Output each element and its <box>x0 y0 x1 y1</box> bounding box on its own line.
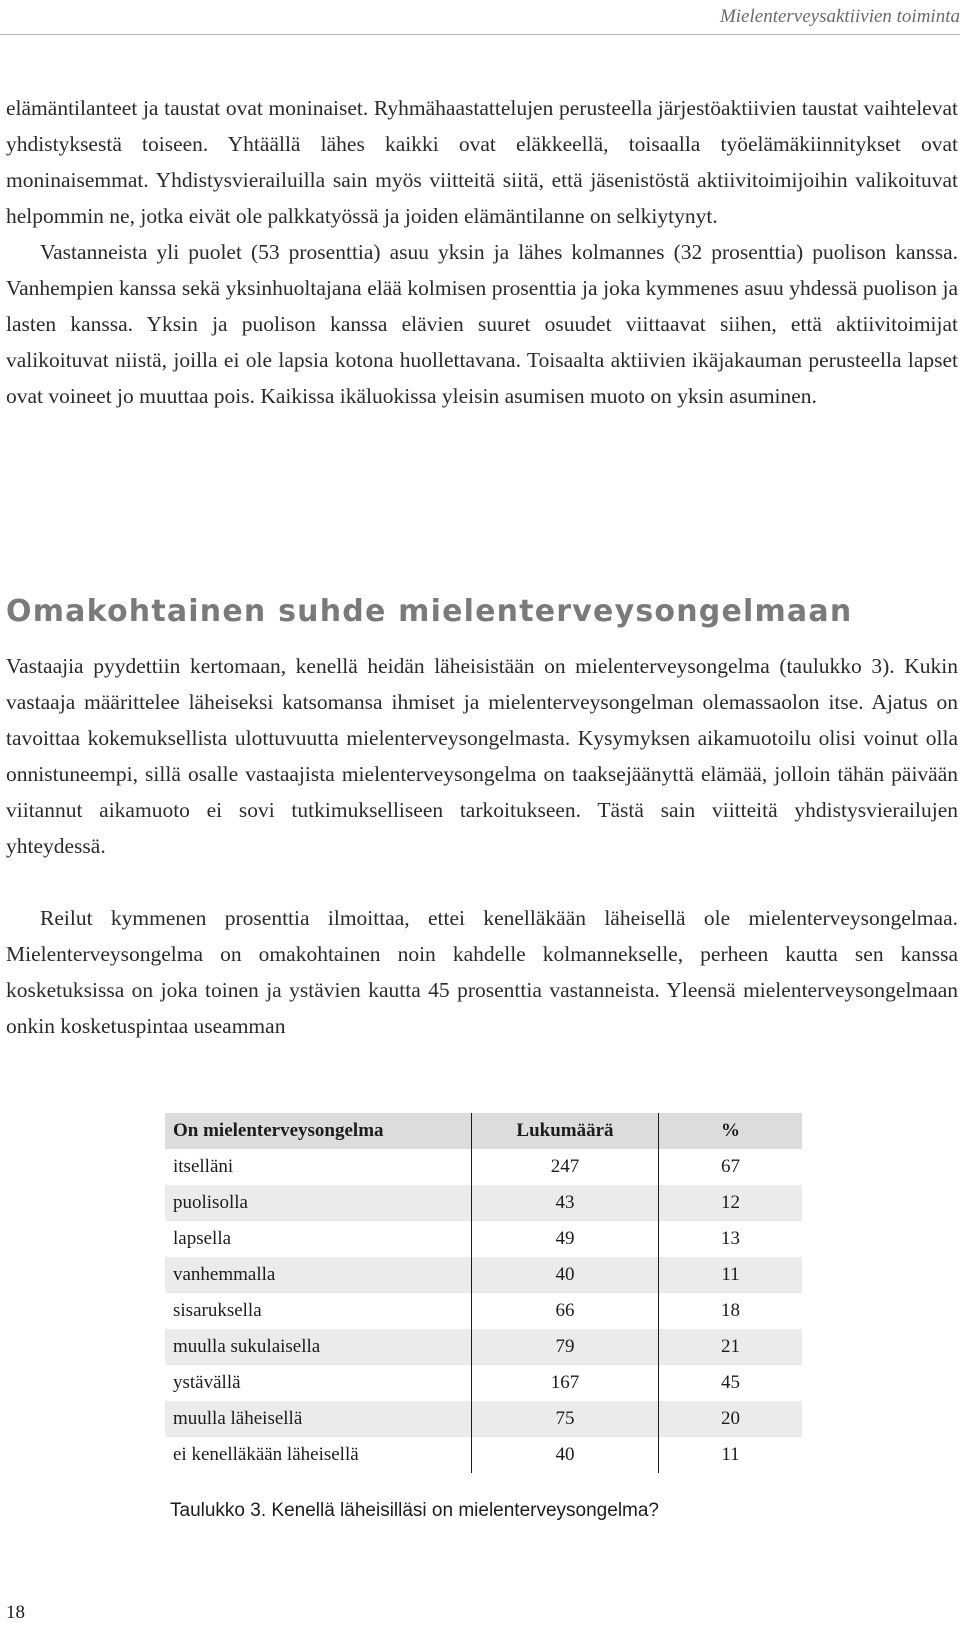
cell-percent: 18 <box>721 1300 740 1321</box>
cell-count: 167 <box>472 1365 659 1401</box>
running-title: Mielenterveysaktiivien toiminta <box>719 6 960 27</box>
cell-percent: 11 <box>721 1444 740 1465</box>
cell-percent: 12 <box>659 1185 803 1221</box>
cell-percent: 11 <box>659 1257 803 1293</box>
cell-relation: muulla sukulaisella <box>165 1329 472 1365</box>
paragraph-1: elämäntilanteet ja taustat ovat moninaiset. Ryhmähaastattelujen perusteella järjestöaktiivien taustat vaihtelevat yhdistyksestä toiseen. Yhtäällä lähes kaikki ovat eläkkeellä, toisaalla työelämäkiinnitykset ovat moninaisemmat. Yhdistysvierailuilla sain myös viitteitä siitä, että jäsenistöstä aktiivitoimijoihin valikoituvat helpommin ne, jotka eivät ole palkkatyössä ja joiden elämäntilanne on selkiytynyt. <box>6 96 958 228</box>
cell-count: 40 <box>472 1257 659 1293</box>
cell-count: 75 <box>472 1401 659 1437</box>
cell-relation: lapsella <box>165 1221 472 1257</box>
column-header-count: Lukumäärä <box>472 1113 659 1149</box>
cell-relation: vanhemmalla <box>165 1257 472 1293</box>
page-number: 18 <box>6 1602 25 1623</box>
cell-relation: ei kenelläkään läheisellä <box>165 1437 472 1473</box>
table-caption: Taulukko 3. Kenellä läheisilläsi on mielenterveysongelma? <box>170 1500 659 1521</box>
cell-relation: sisaruksella <box>165 1293 472 1329</box>
cell-percent: 45 <box>721 1372 740 1393</box>
table-row <box>165 1149 802 1185</box>
cell-count: 247 <box>472 1149 659 1185</box>
cell-count: 40 <box>472 1437 659 1473</box>
running-header <box>0 4 960 35</box>
table-row <box>165 1329 802 1365</box>
mental-health-table <box>165 1113 802 1473</box>
cell-percent: 20 <box>659 1401 803 1437</box>
column-header-relation: On mielenterveysongelma <box>165 1113 472 1149</box>
paragraph-3: Vastaajia pyydettiin kertomaan, kenellä heidän läheisistään on mielenterveysongelma (taulukko 3). Kukin vastaaja määrittelee läheiseksi katsomansa ihmiset ja mielenterveysongelman olemassaolon itse. Ajatus on tavoittaa kokemuksellista ulottuvuutta mielenterveysongelmasta. Kysymyksen aikamuotoilu olisi voinut olla onnistuneempi, sillä osalle vastaajista mielenterveysongelma on taaksejäänyttä elämää, jolloin tähän päivään viitannut aikamuoto ei sovi tutkimukselliseen tarkoitukseen. Tästä sain viitteitä yhdistysvierailujen yhteydessä. <box>6 654 958 858</box>
cell-relation: muulla läheisellä <box>165 1401 472 1437</box>
paragraph-2: Vastanneista yli puolet (53 prosenttia) asuu yksin ja lähes kolmannes (32 prosenttia) puolison kanssa. Vanhempien kanssa sekä yksinhuoltajana elää kolmisen prosenttia ja joka kymmenes asuu yhdessä puolison ja lasten kanssa. Yksin ja puolison kanssa elävien suuret osuudet viittaavat siihen, että aktiivitoimijat valikoituvat niistä, joilla ei ole lapsia kotona huollettavana. Toisaalta aktiivien ikäjakauman perusteella lapset ovat voineet jo muuttaa pois. Kaikissa ikäluokissa yleisin asumisen muoto on yksin asuminen. <box>6 240 958 408</box>
table-row <box>165 1221 802 1257</box>
cell-count: 49 <box>472 1221 659 1257</box>
cell-percent: 21 <box>659 1329 803 1365</box>
table-row <box>165 1293 802 1329</box>
cell-relation: itselläni <box>165 1149 472 1185</box>
table-row <box>165 1437 802 1473</box>
cell-percent: 13 <box>721 1228 740 1249</box>
table-row <box>165 1185 802 1221</box>
cell-relation: puolisolla <box>165 1185 472 1221</box>
section-heading: Omakohtainen suhde mielenterveysongelmaan <box>6 594 853 629</box>
cell-percent: 67 <box>721 1156 740 1177</box>
table-row <box>165 1401 802 1437</box>
table-row <box>165 1257 802 1293</box>
cell-relation: ystävällä <box>165 1365 472 1401</box>
cell-count: 43 <box>472 1185 659 1221</box>
cell-count: 79 <box>472 1329 659 1365</box>
table-header-row <box>165 1113 802 1149</box>
cell-count: 66 <box>472 1293 659 1329</box>
paragraph-4: Reilut kymmenen prosenttia ilmoittaa, ettei kenelläkään läheisellä ole mielenterveysongelmaa. Mielenterveysongelma on omakohtainen noin kahdelle kolmannekselle, perheen kautta sen kanssa kosketuksissa on joka toinen ja ystävien kautta 45 prosenttia vastanneista. Yleensä mielenterveysongelmaan onkin kosketuspintaa useamman <box>6 906 958 1038</box>
column-header-percent: % <box>659 1113 803 1149</box>
table-row <box>165 1365 802 1401</box>
